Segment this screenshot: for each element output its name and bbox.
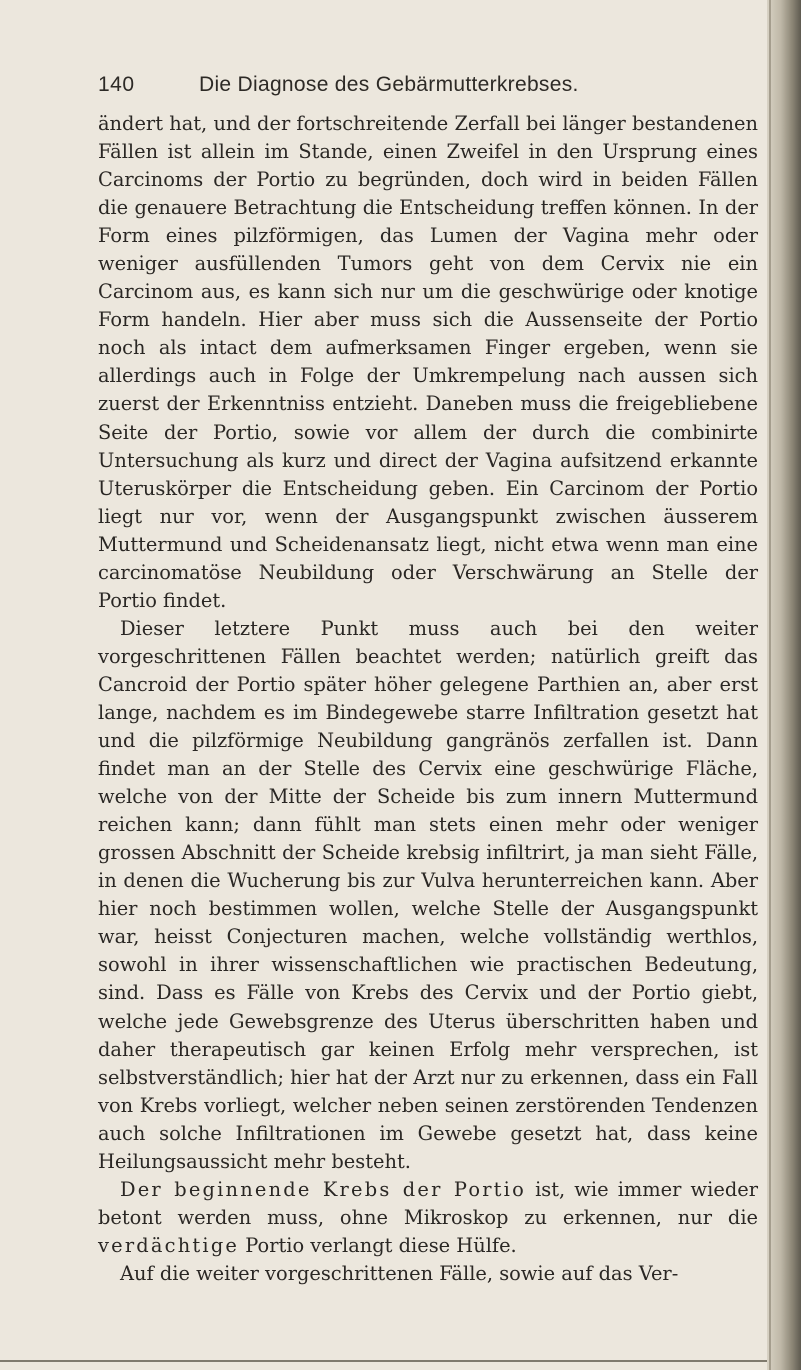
spaced-emphasis-word: verdächtige bbox=[98, 1233, 240, 1257]
paragraph-3-text-a: ist, wie immer wieder betont werden muss, ohne Mikroskop zu erkennen, nur die bbox=[98, 1177, 758, 1229]
page-binding-edge bbox=[767, 0, 801, 1370]
paragraph-3 bbox=[98, 1176, 758, 1260]
page-header bbox=[98, 73, 758, 103]
bottom-edge-rule bbox=[0, 1360, 767, 1362]
paragraph-2: Dieser letztere Punkt muss auch bei den weiter vorgeschrittenen Fällen beachtet werden; natürlich greift das Cancroid der Portio später höher gelegene Parthien an, aber erst lange, nachdem es im Bindegewebe starre Infiltration gesetzt hat und die pilzförmige Neubildung gangränös zerfallen ist. Dann findet man an der Stelle des Cervix eine geschwürige Fläche, welche von der Mitte der Scheide bis zum innern Muttermund reichen kann; dann fühlt man stets einen mehr oder weniger grossen Abschnitt der Scheide krebsig infiltrirt, ja man sieht Fälle, in denen die Wucherung bis zur Vulva herunterreichen kann. Aber hier noch bestimmen wollen, welche Stelle der Ausgangspunkt war, heisst Conjecturen machen, welche vollständig werthlos, sowohl in ihrer wissenschaftlichen wie practischen Bedeutung, sind. Dass es Fälle von Krebs des Cervix und der Portio giebt, welche jede Gewebsgrenze des Uterus überschritten haben und daher therapeutisch gar keinen Erfolg mehr versprechen, ist selbstverständlich; hier hat der Arzt nur zu erkennen, dass ein Fall von Krebs vorliegt, welcher neben seinen zerstörenden Tendenzen auch solche Infiltrationen im Gewebe gesetzt hat, dass keine Heilungsaussicht mehr besteht. bbox=[98, 616, 758, 1173]
page-number: 140 bbox=[98, 73, 135, 96]
paragraph-1: ändert hat, und der fortschreitende Zerfall bei länger bestandenen Fällen ist allein im Stande, einen Zweifel in den Ursprung eines Carcinoms der Portio zu begründen, doch wird in beiden Fällen die genauere Betrachtung die Entscheidung treffen können. In der Form eines pilzförmigen, das Lumen der Vagina mehr oder weniger ausfüllenden Tumors geht von dem Cervix nie ein Carcinom aus, es kann sich nur um die geschwürige oder knotige Form handeln. Hier aber muss sich die Aussenseite der Portio noch als intact dem aufmerksamen Finger ergeben, wenn sie allerdings auch in Folge der Umkrempelung nach aussen sich zuerst der Erkenntniss entzieht. Daneben muss die freigebliebene Seite der Portio, sowie vor allem der durch die combinirte Untersuchung als kurz und direct der Vagina aufsitzend erkannte Uteruskörper die Entscheidung geben. Ein Carcinom der Portio liegt nur vor, wenn der Ausgangspunkt zwischen äusserem Muttermund und Scheidenansatz liegt, nicht etwa wenn man eine carcinomatöse Neubildung oder Verschwärung an Stelle der Portio findet. bbox=[98, 112, 758, 612]
spaced-emphasis-phrase: Der beginnende Krebs der Portio bbox=[120, 1177, 526, 1201]
paragraph-3-text-b: Portio verlangt diese Hülfe. bbox=[239, 1233, 517, 1257]
running-head: Die Diagnose des Gebärmutterkrebses. bbox=[199, 73, 579, 96]
body-text bbox=[98, 110, 758, 1288]
paragraph-4: Auf die weiter vorgeschrittenen Fälle, sowie auf das Ver- bbox=[120, 1261, 679, 1285]
